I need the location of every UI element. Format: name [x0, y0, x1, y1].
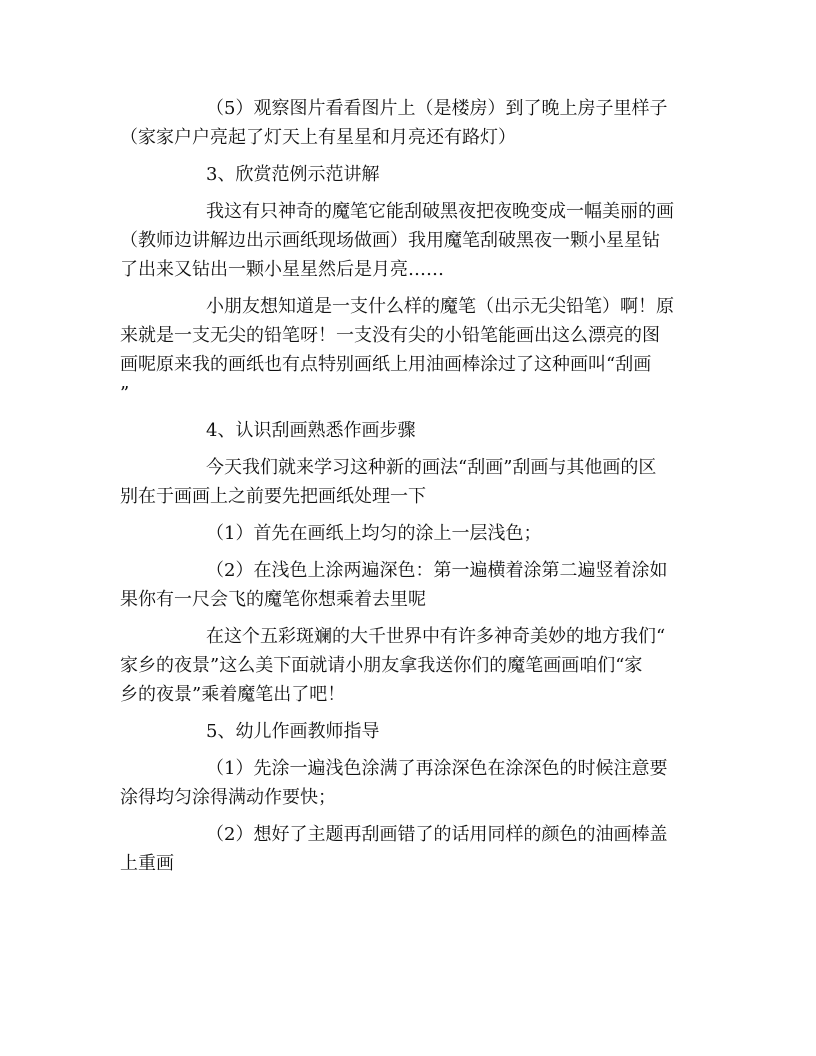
- text-line: 涂得均匀涂得满动作要快；: [120, 787, 336, 808]
- step-1: [120, 519, 690, 548]
- document-body: [120, 94, 690, 878]
- text-line: 上重画: [120, 853, 174, 874]
- paragraph-observe-picture: [120, 94, 690, 152]
- text-line: 在这个五彩斑斓的大千世界中有许多神奇美妙的地方我们“: [206, 626, 666, 647]
- step-2: [120, 556, 690, 614]
- heading-text: 4、认识刮画熟悉作画步骤: [206, 420, 416, 441]
- text-line: 乡的夜景”乘着魔笔出了吧！: [120, 684, 346, 705]
- paragraph-magic-pen: [120, 197, 690, 284]
- text-line: ”: [120, 383, 130, 404]
- section-heading-5: [120, 717, 690, 746]
- text-line: （家家户户亮起了灯天上有星星和月亮还有路灯）: [120, 127, 516, 148]
- text-line: （1）先涂一遍浅色涂满了再涂深色在涂深色的时候注意要: [206, 758, 668, 779]
- text-line: 画呢原来我的画纸也有点特别画纸上用油画棒涂过了这种画叫“刮画: [120, 354, 652, 375]
- text-line: 来就是一支无尖的铅笔呀！一支没有尖的小铅笔能画出这么漂亮的图: [120, 325, 660, 346]
- text-line: 别在于画画上之前要先把画纸处理一下: [120, 486, 426, 507]
- text-line: 了出来又钻出一颗小星星然后是月亮……: [120, 259, 444, 280]
- text-line: 家乡的夜景”这么美下面就请小朋友拿我送你们的魔笔画画咱们“家: [120, 655, 643, 676]
- text-line: （2）想好了主题再刮画错了的话用同样的颜色的油画棒盖: [206, 824, 668, 845]
- text-line: 小朋友想知道是一支什么样的魔笔（出示无尖铅笔）啊！原: [206, 296, 674, 317]
- section-heading-4: [120, 416, 690, 445]
- text-line: 我这有只神奇的魔笔它能刮破黑夜把夜晚变成一幅美丽的画: [206, 201, 674, 222]
- text-line: （1）首先在画纸上均匀的涂上一层浅色；: [206, 523, 542, 544]
- text-line: 今天我们就来学习这种新的画法“刮画”刮画与其他画的区: [206, 457, 657, 478]
- paragraph-hometown-night: [120, 622, 690, 709]
- section-heading-3: [120, 160, 690, 189]
- heading-text: 3、欣赏范例示范讲解: [206, 164, 380, 185]
- paragraph-pencil: [120, 292, 690, 408]
- guidance-2: [120, 820, 690, 878]
- heading-text: 5、幼儿作画教师指导: [206, 721, 380, 742]
- text-line: （教师边讲解边出示画纸现场做画）我用魔笔刮破黑夜一颗小星星钻: [120, 230, 660, 251]
- text-line: 果你有一尺会飞的魔笔你想乘着去里呢: [120, 589, 426, 610]
- paragraph-scratch-art: [120, 453, 690, 511]
- text-line: （2）在浅色上涂两遍深色：第一遍横着涂第二遍竖着涂如: [206, 560, 668, 581]
- guidance-1: [120, 754, 690, 812]
- text-line: （5）观察图片看看图片上（是楼房）到了晚上房子里样子: [206, 98, 668, 119]
